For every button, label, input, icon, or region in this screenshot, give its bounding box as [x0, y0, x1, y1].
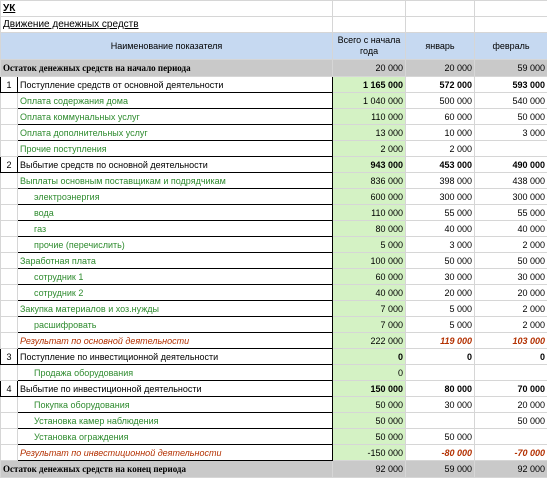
table-row	[1, 317, 547, 333]
row-label[interactable]: Прочие поступления	[18, 141, 333, 157]
table-row	[1, 173, 547, 189]
value-january[interactable]	[406, 365, 475, 381]
value-january[interactable]: 20 000	[406, 60, 475, 77]
value-february[interactable]: 103 000	[475, 333, 547, 349]
title-code[interactable]: УК	[1, 1, 333, 17]
row-label[interactable]: Выбытие по инвестиционной деятельности	[18, 381, 333, 397]
value-january[interactable]: 5 000	[406, 317, 475, 333]
value-total[interactable]: -150 000	[333, 445, 406, 461]
table-row	[1, 301, 547, 317]
value-january[interactable]: 0	[406, 349, 475, 365]
value-january[interactable]: 60 000	[406, 109, 475, 125]
table-row	[1, 109, 547, 125]
row-label[interactable]: Установка ограждения	[18, 429, 333, 445]
value-total[interactable]: 836 000	[333, 173, 406, 189]
row-number[interactable]	[1, 253, 18, 269]
report-title[interactable]: Движение денежных средств	[1, 17, 333, 33]
value-january[interactable]: 55 000	[406, 205, 475, 221]
value-january[interactable]: 453 000	[406, 157, 475, 173]
value-january[interactable]: 40 000	[406, 221, 475, 237]
row-number[interactable]: 4	[1, 381, 18, 397]
row-number[interactable]	[1, 93, 18, 109]
value-january[interactable]: 5 000	[406, 301, 475, 317]
row-number[interactable]	[1, 221, 18, 237]
value-total[interactable]: 50 000	[333, 397, 406, 413]
row-label[interactable]: вода	[18, 205, 333, 221]
value-total[interactable]: 92 000	[333, 461, 406, 478]
row-label[interactable]: прочие (перечислить)	[18, 237, 333, 253]
row-number[interactable]	[1, 141, 18, 157]
value-february[interactable]: 0	[475, 349, 547, 365]
row-number[interactable]	[1, 333, 18, 349]
row-label[interactable]: Поступление средств от основной деятельности	[18, 77, 333, 93]
value-february[interactable]: 3 000	[475, 125, 547, 141]
value-january[interactable]: 10 000	[406, 125, 475, 141]
header-row	[1, 33, 547, 60]
value-total[interactable]: 40 000	[333, 285, 406, 301]
table-row	[1, 253, 547, 269]
title-row	[1, 17, 547, 33]
row-number[interactable]	[1, 429, 18, 445]
row-label[interactable]: Заработная плата	[18, 253, 333, 269]
value-february[interactable]: 30 000	[475, 269, 547, 285]
value-total[interactable]: 7 000	[333, 301, 406, 317]
value-february[interactable]: 438 000	[475, 173, 547, 189]
value-total[interactable]: 943 000	[333, 157, 406, 173]
header-total[interactable]: Всего с начала года	[333, 33, 406, 60]
value-february[interactable]: 50 000	[475, 109, 547, 125]
value-total[interactable]: 1 040 000	[333, 93, 406, 109]
value-total[interactable]: 2 000	[333, 141, 406, 157]
table-row	[1, 221, 547, 237]
row-label[interactable]: электроэнергия	[18, 189, 333, 205]
value-february[interactable]: 50 000	[475, 253, 547, 269]
row-number[interactable]: 3	[1, 349, 18, 365]
table-row	[1, 237, 547, 253]
value-total[interactable]: 1 165 000	[333, 77, 406, 93]
row-number[interactable]	[1, 285, 18, 301]
table-row	[1, 413, 547, 429]
row-label[interactable]: Поступление по инвестиционной деятельности	[18, 349, 333, 365]
row-label[interactable]: расшифровать	[18, 317, 333, 333]
row-number[interactable]	[1, 413, 18, 429]
row-label[interactable]: Остаток денежных средств на начало периода	[1, 60, 333, 77]
row-label[interactable]: Выбытие средств по основной деятельности	[18, 157, 333, 173]
value-january[interactable]: 30 000	[406, 397, 475, 413]
value-february[interactable]: 540 000	[475, 93, 547, 109]
value-february[interactable]: 40 000	[475, 221, 547, 237]
row-label[interactable]: сотрудник 2	[18, 285, 333, 301]
row-number[interactable]	[1, 125, 18, 141]
table-row	[1, 77, 547, 93]
row-label[interactable]: газ	[18, 221, 333, 237]
table-row	[1, 141, 547, 157]
value-total[interactable]: 222 000	[333, 333, 406, 349]
row-number[interactable]	[1, 205, 18, 221]
table-row	[1, 381, 547, 397]
value-january[interactable]: 80 000	[406, 381, 475, 397]
value-january[interactable]: 50 000	[406, 253, 475, 269]
row-label[interactable]: Оплата дополнительных услуг	[18, 125, 333, 141]
value-total[interactable]: 0	[333, 349, 406, 365]
value-february[interactable]: 593 000	[475, 77, 547, 93]
value-february[interactable]: 2 000	[475, 237, 547, 253]
table-row	[1, 205, 547, 221]
value-total[interactable]: 13 000	[333, 125, 406, 141]
value-january[interactable]: 59 000	[406, 461, 475, 478]
value-january[interactable]: -80 000	[406, 445, 475, 461]
value-january[interactable]: 30 000	[406, 269, 475, 285]
value-february[interactable]: 92 000	[475, 461, 547, 478]
value-total[interactable]: 110 000	[333, 205, 406, 221]
table-row	[1, 349, 547, 365]
value-february[interactable]: 490 000	[475, 157, 547, 173]
row-number[interactable]	[1, 301, 18, 317]
header-january[interactable]: январь	[406, 33, 475, 60]
value-january[interactable]: 119 000	[406, 333, 475, 349]
header-name[interactable]: Наименование показателя	[1, 33, 333, 60]
row-label[interactable]: Результат по основной деятельности	[18, 333, 333, 349]
value-february[interactable]	[475, 429, 547, 445]
value-february[interactable]: 20 000	[475, 285, 547, 301]
value-total[interactable]: 7 000	[333, 317, 406, 333]
row-label[interactable]: Установка камер наблюдения	[18, 413, 333, 429]
value-total[interactable]: 50 000	[333, 429, 406, 445]
table-row	[1, 285, 547, 301]
value-january[interactable]: 398 000	[406, 173, 475, 189]
value-january[interactable]: 3 000	[406, 237, 475, 253]
row-label[interactable]: сотрудник 1	[18, 269, 333, 285]
table-row	[1, 125, 547, 141]
row-label[interactable]: Продажа оборудования	[18, 365, 333, 381]
row-label[interactable]: Выплаты основным поставщикам и подрядчикам	[18, 173, 333, 189]
value-february[interactable]: -70 000	[475, 445, 547, 461]
value-february[interactable]	[475, 141, 547, 157]
value-total[interactable]: 600 000	[333, 189, 406, 205]
value-total[interactable]: 50 000	[333, 413, 406, 429]
table-row	[1, 365, 547, 381]
row-number[interactable]: 1	[1, 77, 18, 93]
value-january[interactable]: 500 000	[406, 93, 475, 109]
value-total[interactable]: 60 000	[333, 269, 406, 285]
row-label[interactable]: Результат по инвестиционной деятельности	[18, 445, 333, 461]
value-january[interactable]: 50 000	[406, 429, 475, 445]
value-total[interactable]: 150 000	[333, 381, 406, 397]
table-row	[1, 461, 547, 478]
value-february[interactable]: 20 000	[475, 397, 547, 413]
value-february[interactable]	[475, 365, 547, 381]
value-january[interactable]: 300 000	[406, 189, 475, 205]
value-february[interactable]: 2 000	[475, 301, 547, 317]
row-label[interactable]: Покупка оборудования	[18, 397, 333, 413]
row-number[interactable]: 2	[1, 157, 18, 173]
row-number[interactable]	[1, 317, 18, 333]
value-february[interactable]: 70 000	[475, 381, 547, 397]
header-february[interactable]: февраль	[475, 33, 547, 60]
table-row	[1, 445, 547, 461]
value-february[interactable]: 300 000	[475, 189, 547, 205]
row-number[interactable]	[1, 445, 18, 461]
value-january[interactable]: 20 000	[406, 285, 475, 301]
row-number[interactable]	[1, 109, 18, 125]
value-february[interactable]: 59 000	[475, 60, 547, 77]
table-row	[1, 157, 547, 173]
row-label[interactable]: Остаток денежных средств на конец периода	[1, 461, 333, 478]
value-total[interactable]: 5 000	[333, 237, 406, 253]
value-total[interactable]: 80 000	[333, 221, 406, 237]
table-row	[1, 93, 547, 109]
value-february[interactable]: 2 000	[475, 317, 547, 333]
table-row	[1, 60, 547, 77]
row-number[interactable]	[1, 397, 18, 413]
value-total[interactable]: 0	[333, 365, 406, 381]
table-row	[1, 333, 547, 349]
row-label[interactable]: Оплата содержания дома	[18, 93, 333, 109]
value-january[interactable]	[406, 413, 475, 429]
row-label[interactable]: Закупка материалов и хоз.нужды	[18, 301, 333, 317]
row-number[interactable]	[1, 269, 18, 285]
value-february[interactable]: 50 000	[475, 413, 547, 429]
value-total[interactable]: 110 000	[333, 109, 406, 125]
table-row	[1, 397, 547, 413]
value-february[interactable]: 55 000	[475, 205, 547, 221]
table-row	[1, 269, 547, 285]
table-row	[1, 189, 547, 205]
value-total[interactable]: 20 000	[333, 60, 406, 77]
row-number[interactable]	[1, 173, 18, 189]
title-code-row	[1, 1, 547, 17]
row-number[interactable]	[1, 189, 18, 205]
value-total[interactable]: 100 000	[333, 253, 406, 269]
table-row	[1, 429, 547, 445]
value-january[interactable]: 2 000	[406, 141, 475, 157]
row-number[interactable]	[1, 365, 18, 381]
row-label[interactable]: Оплата коммунальных услуг	[18, 109, 333, 125]
row-number[interactable]	[1, 237, 18, 253]
value-january[interactable]: 572 000	[406, 77, 475, 93]
